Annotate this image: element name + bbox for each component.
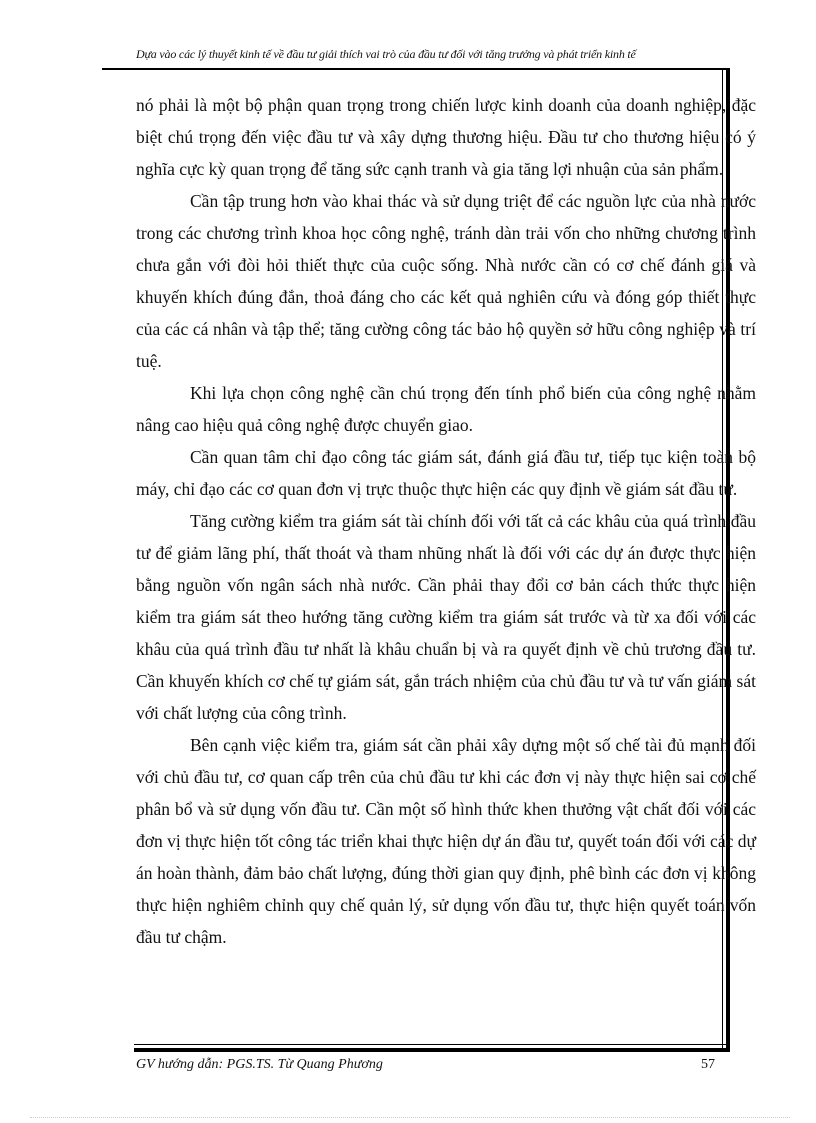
paragraph: Cần quan tâm chỉ đạo công tác giám sát, đánh giá đầu tư, tiếp tục kiện toàn bộ máy, chỉ đạo các cơ quan đơn vị trực thuộc thực hiện các quy định về giám sát đầu tư. (136, 447, 756, 499)
footer-rule (134, 1048, 730, 1052)
paragraph: Khi lựa chọn công nghệ cần chú trọng đến tính phổ biến của công nghệ nhằm nâng cao hiệu quả công nghệ được chuyển giao. (136, 383, 756, 435)
page-number: 57 (701, 1057, 715, 1072)
page-edge-divider (30, 1117, 790, 1119)
paragraph: Tăng cường kiểm tra giám sát tài chính đối với tất cả các khâu của quá trình đầu tư để giảm lãng phí, thất thoát và tham nhũng nhất là đối với các dự án được thực hiện bằng nguồn vốn ngân sách nhà nước. Cần phải thay đổi cơ bản cách thức thực hiện kiểm tra giám sát theo hướng tăng cường kiểm tra giám sát trước và từ xa đối với các khâu của quá trình đầu tư nhất là khâu chuẩn bị và ra quyết định về chủ trương đầu tư. Cần khuyến khích cơ chế tự giám sát, gắn trách nhiệm của chủ đầu tư và tư vấn giám sát với chất lượng của công trình. (136, 511, 756, 723)
body-text (136, 89, 756, 953)
running-header: Dựa vào các lý thuyết kinh tế về đầu tư giải thích vai trò của đầu tư đối với tăng trưởng và phát triển kinh tế (136, 47, 636, 61)
paragraph: Cần tập trung hơn vào khai thác và sử dụng triệt để các nguồn lực của nhà nước trong các chương trình khoa học công nghệ, tránh dàn trải vốn cho những chương trình chưa gắn với đòi hỏi thiết thực của cuộc sống. Nhà nước cần có cơ chế đánh giá và khuyến khích đúng đắn, thoả đáng cho các kết quả nghiên cứu và đóng góp thiết thực của các cá nhân và tập thể; tăng cường công tác bảo hộ quyền sở hữu công nghiệp và trí tuệ. (136, 191, 756, 371)
paragraph: nó phải là một bộ phận quan trọng trong chiến lược kinh doanh của doanh nghiệp, đặc biệt chú trọng đến việc đầu tư và xây dựng thương hiệu. Đầu tư cho thương hiệu có ý nghĩa cực kỳ quan trọng để tăng sức cạnh tranh và gia tăng lợi nhuận của sản phẩm. (136, 95, 756, 179)
paragraph: Bên cạnh việc kiểm tra, giám sát cần phải xây dựng một số chế tài đủ mạnh đối với chủ đầu tư, cơ quan cấp trên của chủ đầu tư khi các đơn vị này thực hiện sai cơ chế phân bổ và sử dụng vốn đầu tư. Cần một số hình thức khen thưởng vật chất đối với các đơn vị thực hiện tốt công tác triển khai thực hiện dự án đầu tư, quyết toán đối với các dự án hoàn thành, đảm bảo chất lượng, đúng thời gian quy định, phê bình các đơn vị không thực hiện nghiêm chỉnh quy chế quản lý, sử dụng vốn đầu tư, thực hiện quyết toán vốn đầu tư chậm. (136, 735, 756, 947)
footer-advisor: GV hướng dẫn: PGS.TS. Từ Quang Phương (136, 1057, 383, 1072)
footer-rule-inner (134, 1044, 726, 1045)
header-rule (102, 68, 728, 70)
